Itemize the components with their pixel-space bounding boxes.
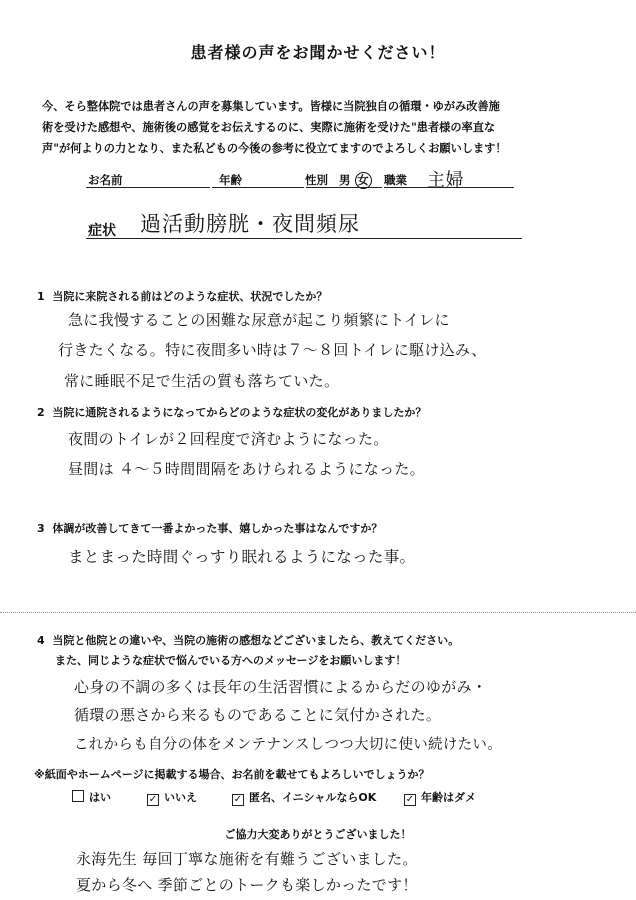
question-4: [37, 632, 459, 648]
gender-line: [306, 187, 382, 188]
question-number: 3: [37, 522, 45, 535]
answer-4-line-1: 心身の不調の多くは長年の生活習慣によるからだのゆがみ・: [74, 678, 488, 696]
gender-female-circled: 女: [355, 172, 372, 189]
question-2: [37, 404, 426, 420]
consent-option-age-hidden[interactable]: [404, 789, 476, 806]
symptom-line: [86, 238, 522, 239]
checkbox-anonymous[interactable]: ✓: [233, 794, 243, 805]
checkbox-yes[interactable]: [72, 790, 84, 802]
question-number: 2: [37, 406, 45, 419]
consent-option-yes[interactable]: [72, 789, 111, 805]
symptom-label: 症状: [88, 223, 116, 239]
option-label: 年齢はダメ: [421, 791, 476, 804]
name-label: お名前: [88, 173, 123, 187]
question-number: 4: [37, 634, 45, 647]
question-1: [37, 288, 327, 304]
age-line: [212, 187, 304, 188]
intro-text: [42, 96, 607, 159]
occupation-label: 職業: [384, 173, 407, 187]
question-4-subtext: また、同じような症状で悩んでいる方へのメッセージをお願いします！: [55, 654, 407, 667]
gender-male: 男: [339, 173, 351, 187]
thanks-text: ご協力大変ありがとうございました！: [224, 828, 412, 841]
question-text: 当院に来院される前はどのような症状、状況でしたか？: [52, 290, 328, 303]
answer-1-line-3: 常に睡眠不足で生活の質も落ちていた。: [64, 372, 340, 390]
consent-option-anonymous[interactable]: [232, 789, 376, 806]
intro-line: 術を受けた感想や、施術後の感覚をお伝えするのに、実際に施術を受けた"患者様の率直な: [42, 121, 496, 134]
answer-1-line-1: 急に我慢することの困難な尿意が起こり頻繁にトイレに: [68, 311, 450, 329]
symptom-value: 過活動膀胱・夜間頻尿: [140, 212, 360, 236]
question-number: 1: [37, 290, 45, 303]
answer-1-line-2: 行きたくなる。特に夜間多い時は７〜８回トイレに駆け込み、: [58, 341, 487, 359]
question-text: 当院と他院との違いや、当院の施術の感想などございましたら、教えてください。: [52, 634, 460, 647]
answer-3-line-1: まとまった時間ぐっすり眠れるようになった事。: [68, 548, 416, 566]
gender-label: 性別: [305, 173, 328, 187]
intro-line: 声"が何よりの力となり、また私どもの今後の参考に役立てますのでよろしくお願いします！: [42, 142, 507, 155]
intro-line: 今、そら整体院では患者さんの声を募集しています。皆様に当院独自の循環・ゆがみ改善施: [42, 100, 500, 113]
answer-4-line-3: これからも自分の体をメンテナンスしつつ大切に使い続けたい。: [74, 737, 503, 753]
answer-4-line-2: 循環の悪さから来るものであることに気付かされた。: [74, 706, 442, 724]
section-divider: [0, 612, 636, 613]
consent-option-no[interactable]: [147, 789, 197, 806]
footer-message-line-2: 夏から冬へ 季節ごとのトークも楽しかったです！: [76, 876, 418, 894]
question-text: 当院に通院されるようになってからどのような症状の変化がありましたか？: [52, 406, 427, 419]
question-3: [37, 520, 382, 536]
occupation-line: [384, 187, 514, 188]
option-label: 匿名、イニシャルならOK: [249, 791, 377, 804]
option-label: いいえ: [164, 791, 197, 804]
name-line: [86, 187, 210, 188]
footer-message-line-1: 永海先生 毎回丁寧な施術を有難うございました。: [76, 850, 418, 868]
question-text: 体調が改善してきて一番よかった事、嬉しかった事はなんですか？: [52, 522, 383, 535]
occupation-value: 主婦: [427, 170, 464, 191]
checkbox-age-hidden[interactable]: ✓: [405, 794, 415, 805]
consent-question: ※紙面やホームページに掲載する場合、お名前を載せてもよろしいでしょうか？: [34, 768, 430, 781]
answer-2-line-2: 昼間は ４〜５時間間隔をあけられるようになった。: [68, 460, 425, 478]
checkbox-no[interactable]: ✓: [148, 794, 158, 805]
answer-2-line-1: 夜間のトイレが２回程度で済むようになった。: [68, 430, 389, 448]
option-label: はい: [89, 791, 111, 804]
age-label: 年齢: [219, 173, 242, 187]
page-title: 患者様の声をお聞かせください！: [190, 43, 446, 62]
